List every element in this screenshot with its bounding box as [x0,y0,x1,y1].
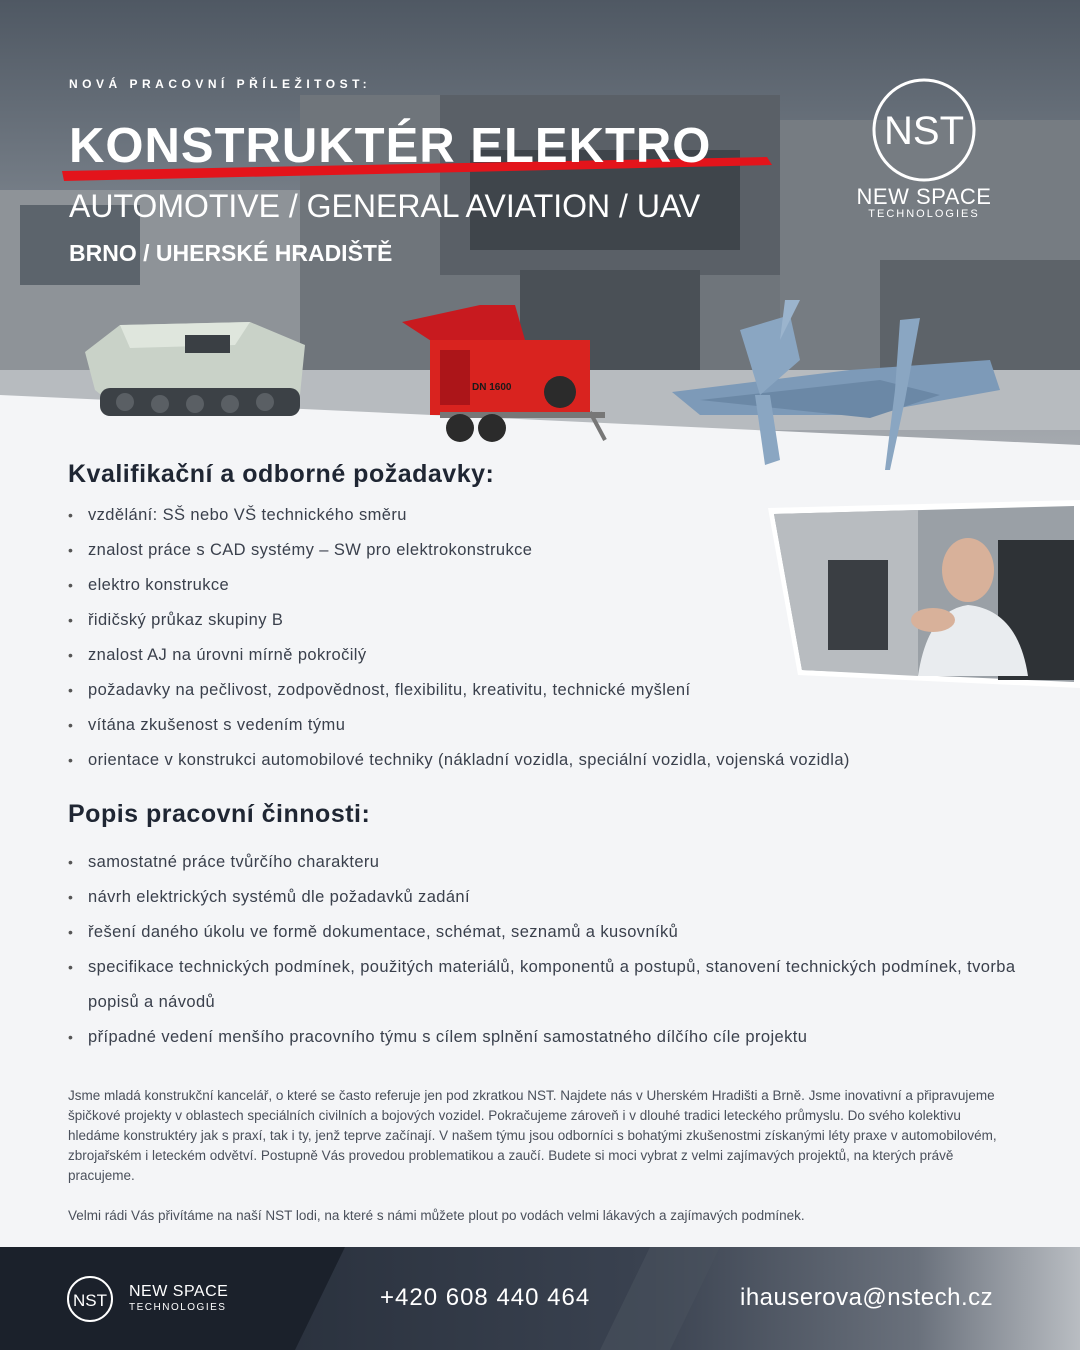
list-item: • orientace v konstrukci automobilové techniky (nákladní vozidla, speciální vozidla, vojenská vozidla) [68,751,850,769]
svg-text:NST: NST [884,109,964,153]
job-location: BRNO / UHERSKÉ HRADIŠTĚ [69,240,393,266]
list-item: • samostatné práce tvůrčího charakteru [68,853,380,871]
list-item: • řešení daného úkolu ve formě dokumentace, schémat, seznamů a kusovníků [68,923,679,941]
footer-logo-name: NEW SPACE [129,1283,229,1300]
list-item: • specifikace technických podmínek, použitých materiálů, komponentů a postupů, stanovení technických podmínek, tvorba popisů a návodů [68,958,1016,1011]
company-description [68,1086,1014,1246]
footer-logo-subtitle: TECHNOLOGIES [129,1302,227,1313]
list-item: • elektro konstrukce [68,576,230,594]
list-item: • návrh elektrických systémů dle požadavků zadání [68,888,470,906]
about-paragraph: Jsme mladá konstrukční kancelář, o které se často referuje jen pod zkratkou NST. Najdete nás v Uherském Hradišti a Brně. Jsme inovativní a připravujeme špičkové projekty v oblastech speciálních civilních a bojových vozidel. Pokračujeme zároveň i v dlouhé tradici leteckého průmyslu. Do svého kolektivu hledáme konstruktéry jak s praxí, tak i ty, jenž teprve začínají. V našem týmu jsou odborníci s bohatými zkušenostmi získanými léty praxe v automobilovém, zbrojařském i leteckém odvětví. Postupně Vás provedou problematikou a zaučí. Budete si moci vybrat z velmi zajímavých projektů, na kterých právě pracujeme. [68,1088,997,1183]
job-subtitle: AUTOMOTIVE / GENERAL AVIATION / UAV [69,188,701,224]
job-title: KONSTRUKTÉR ELEKTRO [69,119,712,173]
duties-title: Popis pracovní činnosti: [68,800,371,828]
armored-vehicle-image [85,322,305,416]
list-item: • znalost práce s CAD systémy – SW pro elektrokonstrukce [68,541,533,559]
employee-photo [768,500,1080,688]
list-item: • znalost AJ na úrovni mírně pokročilý [68,646,367,664]
list-item: • případné vedení menšího pracovního týmu s cílem splnění samostatného dílčího cíle projektu [68,1028,808,1046]
duties-list [68,845,1018,1055]
contact-email[interactable]: ihauserova@nstech.cz [740,1284,994,1311]
svg-text:NST: NST [73,1291,107,1310]
hero-background [0,0,1080,470]
list-item: • řidičský průkaz skupiny B [68,611,284,629]
trailer-label: DN 1600 [472,382,512,393]
logo-name: NEW SPACE [856,184,992,209]
logo-subtitle: TECHNOLOGIES [868,208,980,220]
contact-phone[interactable]: +420 608 440 464 [380,1284,591,1311]
qualifications-title: Kvalifikační a odborné požadavky: [68,460,495,488]
hero-banner [0,0,1080,470]
list-item: • vítána zkušenost s vedením týmu [68,716,346,734]
list-item: • požadavky na pečlivost, zodpovědnost, flexibilitu, kreativitu, technické myšlení [68,681,691,699]
job-kicker: NOVÁ PRACOVNÍ PŘÍLEŽITOST: [69,77,372,91]
about-paragraph: Velmi rádi Vás přivítáme na naší NST lodi, na které s námi můžete plout po vodách velmi lákavých a zajímavých podmínek. [68,1208,805,1223]
list-item: • vzdělání: SŠ nebo VŠ technického směru [68,506,407,524]
